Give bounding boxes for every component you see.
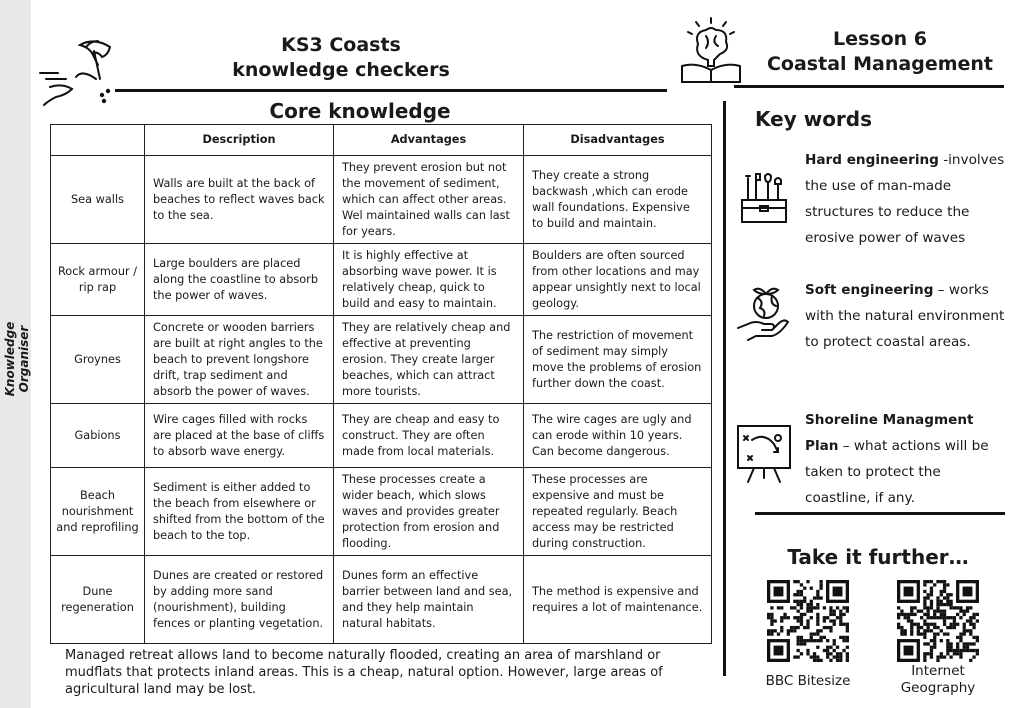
header-rule-left — [115, 89, 667, 92]
lesson-title: Lesson 6 Coastal Management — [766, 28, 993, 75]
keyword-term: Soft engineering — [805, 282, 934, 298]
keywords-rule — [755, 512, 1005, 515]
table-row — [51, 156, 712, 244]
disadvantages-cell: The restriction of movement of sediment may simply move the problems of erosion further down the coast. — [524, 316, 712, 404]
advantages-cell: They are relatively cheap and effective at preventing erosion. They create larger beaches, which can attract more tourists. — [334, 316, 524, 404]
disadvantages-cell: These processes are expensive and must be repeated regularly. Beach access may be restricted during construction. — [524, 468, 712, 556]
row-heading: Gabions — [51, 404, 145, 468]
sidebar-label: Knowledge Organiser — [3, 321, 31, 397]
description-cell: Large boulders are placed along the coastline to absorb the power of waves. — [145, 244, 334, 316]
keyword-hard-engineering — [805, 147, 1010, 251]
advantages-cell: They are cheap and easy to construct. They are often made from local materials. — [334, 404, 524, 468]
row-heading: Beach nourishment and reprofiling — [51, 468, 145, 556]
table-row — [51, 404, 712, 468]
header-rule-right — [734, 85, 1004, 88]
strategy-board-icon — [734, 422, 794, 486]
advantages-cell: Dunes form an effective barrier between land and sea, and they help maintain natural habitats. — [334, 556, 524, 644]
disadvantages-cell: The wire cages are ugly and can erode within 10 years. Can become dangerous. — [524, 404, 712, 468]
disadvantages-cell: They create a strong backwash ,which can erode wall foundations. Expensive to build and maintain. — [524, 156, 712, 244]
bbc-bitesize-qr-code[interactable] — [767, 580, 849, 662]
description-cell: Sediment is either added to the beach from elsewhere or shifted from the bottom of the beach to the top. — [145, 468, 334, 556]
internet-geography-label: Internet Geography — [900, 663, 976, 696]
core-knowledge-title: Core knowledge — [269, 99, 451, 123]
row-heading: Rock armour / rip rap — [51, 244, 145, 316]
description-cell: Concrete or wooden barriers are built at right angles to the beach to prevent longshore drift, trap sediment and absorb the power of waves. — [145, 316, 334, 404]
keyword-definition: -involves the use of man-made structures to reduce the erosive power of waves — [805, 152, 1005, 246]
row-heading: Dune regeneration — [51, 556, 145, 644]
keyword-shoreline-management-plan — [805, 407, 1010, 511]
page-title: KS3 Coasts knowledge checkers — [232, 34, 450, 81]
row-heading: Groynes — [51, 316, 145, 404]
table-row — [51, 468, 712, 556]
keyword-soft-engineering — [805, 277, 1010, 355]
internet-geography-qr-code[interactable] — [897, 580, 979, 662]
hand-globe-icon — [736, 284, 792, 346]
advantages-cell: It is highly effective at absorbing wave power. It is relatively cheap, quick to build and easy to maintain. — [334, 244, 524, 316]
keyword-definition: – what actions will be taken to protect the coastline, if any. — [805, 438, 989, 506]
key-words-title: Key words — [755, 107, 873, 131]
row-heading: Sea walls — [51, 156, 145, 244]
disadvantages-cell: The method is expensive and requires a lot of maintenance. — [524, 556, 712, 644]
vertical-divider — [723, 101, 726, 676]
table-row — [51, 244, 712, 316]
advantages-cell: These processes create a wider beach, which slows waves and provides greater protection from erosion and flooding. — [334, 468, 524, 556]
coastal-management-table — [50, 124, 712, 644]
table-row — [51, 556, 712, 644]
description-cell: Walls are built at the back of beaches to reflect waves back to the sea. — [145, 156, 334, 244]
table-header-row — [51, 125, 712, 156]
take-it-further-title: Take it further… — [787, 545, 969, 569]
description-cell: Dunes are created or restored by adding more sand (nourishment), building fences or planting vegetation. — [145, 556, 334, 644]
managed-retreat-note: Managed retreat allows land to become naturally flooded, creating an area of marshland or mudflats that protects inland areas. This is a cheap, natural option. However, large areas of agricultural land may be lost. — [65, 648, 663, 697]
toolbox-icon — [738, 170, 790, 226]
brain-book-icon — [676, 14, 746, 86]
table-row — [51, 316, 712, 404]
column-header-description: Description — [145, 125, 334, 156]
column-header — [51, 125, 145, 156]
keyword-definition: – works with the natural environment to protect coastal areas. — [805, 282, 1005, 350]
keyword-term: Shoreline Managment Plan — [805, 412, 974, 454]
column-header-advantages: Advantages — [334, 125, 524, 156]
keyword-term: Hard engineering — [805, 152, 939, 168]
description-cell: Wire cages filled with rocks are placed at the base of cliffs to absorb wave energy. — [145, 404, 334, 468]
beach-umbrella-icon — [36, 35, 116, 110]
disadvantages-cell: Boulders are often sourced from other locations and may appear unsightly next to local geology. — [524, 244, 712, 316]
bbc-bitesize-label: BBC Bitesize — [765, 673, 851, 689]
column-header-disadvantages: Disadvantages — [524, 125, 712, 156]
advantages-cell: They prevent erosion but not the movement of sediment, which can affect other areas. Wel maintained walls can last for years. — [334, 156, 524, 244]
